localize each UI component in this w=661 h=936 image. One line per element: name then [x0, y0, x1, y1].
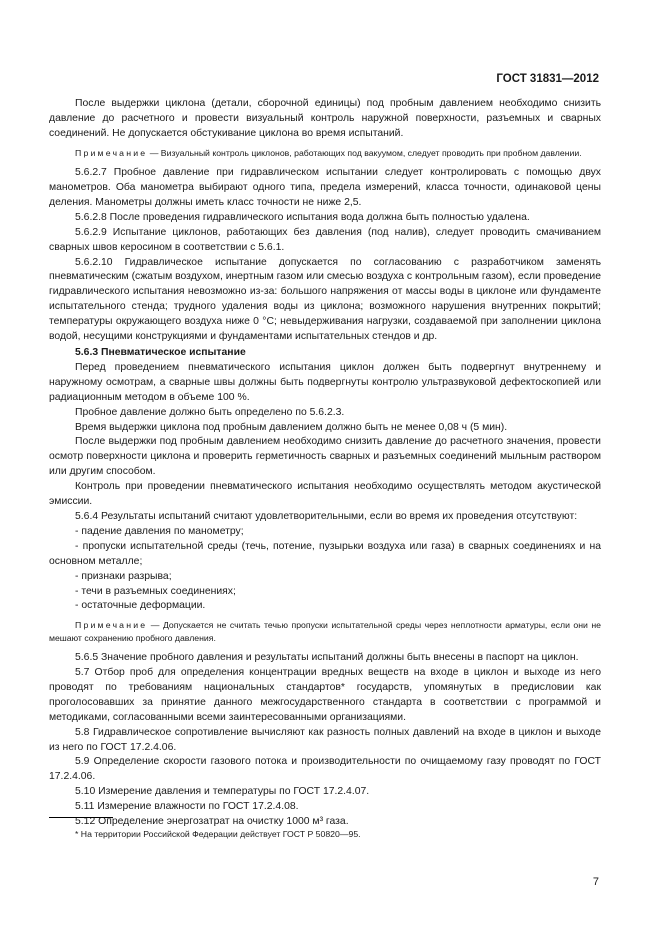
body-paragraph: После выдержки циклона (детали, сборочной единицы) под пробным давлением необходимо снизить давление до расчетного и провести визуальный контроль наружной поверхности, разъемных и сварных соединений. Не допускается обстукивание циклона во время испытаний.: [49, 98, 601, 139]
body-paragraph: 5.6.5 Значение пробного давления и результаты испытаний должны быть внесены в паспорт на циклон.: [75, 652, 579, 664]
note-text: — Допускается не считать течью пропуски испытательной среды через неплотности арматуры, если они не мешают сохранению пробного давления.: [49, 620, 601, 643]
document-body: [49, 97, 601, 830]
list-item: - течи в разъемных соединениях;: [75, 585, 236, 597]
body-paragraph: После выдержки под пробным давлением необходимо снизить давление до расчетного значения, провести осмотр поверхности циклона и проверить герметичность сварных и разъемных соединений мыльным раствором или другим способом.: [49, 436, 601, 478]
body-paragraph: 5.9 Определение скорости газового потока и производительности по очищаемому газу проводят по ГОСТ 17.2.4.06.: [49, 756, 601, 783]
footnote: * На территории Российской Федерации действует ГОСТ Р 50820—95.: [75, 829, 361, 839]
body-paragraph: 5.6.2.7 Пробное давление при гидравлическом испытании следует контролировать с помощью двух манометров. Оба манометра выбирают одного типа, предела измерений, класса точности, одинаковой цены деления. Манометры должны иметь класс точности не ниже 2,5.: [49, 167, 601, 208]
list-item: - признаки разрыва;: [75, 570, 172, 582]
body-paragraph: Пробное давление должно быть определено по 5.6.2.3.: [75, 406, 345, 418]
body-paragraph: 5.10 Измерение давления и температуры по ГОСТ 17.2.4.07.: [75, 786, 370, 798]
body-paragraph: 5.6.2.9 Испытание циклонов, работающих без давления (под налив), следует проводить смачиванием сварных швов керосином в соответствии с 5.6.1.: [49, 226, 601, 253]
note-text: — Визуальный контроль циклонов, работающих под вакуумом, следует проводить при пробном давлении.: [147, 147, 582, 158]
list-item: - падение давления по манометру;: [75, 525, 244, 537]
body-paragraph: 5.6.2.8 После проведения гидравлического испытания вода должна быть полностью удалена.: [75, 211, 530, 223]
list-item: - остаточные деформации.: [75, 600, 206, 612]
body-paragraph: 5.8 Гидравлическое сопротивление вычисляют как разность полных давлений на входе в циклон и выходе из него по ГОСТ 17.2.4.06.: [49, 726, 601, 753]
list-item: - пропуски испытательной среды (течь, потение, пузырьки воздуха или газа) в сварных соединениях и на основном металле;: [49, 540, 601, 567]
note-paragraph: [49, 619, 601, 644]
footnote-divider: [49, 817, 113, 818]
body-paragraph: 5.12 Определение энергозатрат на очистку 1000 м³ газа.: [75, 816, 349, 828]
note-label: Примечание: [75, 147, 148, 158]
body-paragraph: 5.7 Отбор проб для определения концентрации вредных веществ на входе в циклон и выходе из него проводят по требованиям национальных стандартов* государств, упомянутых в предисловии как проголосовавших за принятие данного межгосударственного стандарта в соответствии с программой и методиками, согласованными всеми заинтересованными организациями.: [49, 667, 601, 723]
document-header-standard: ГОСТ 31831—2012: [496, 73, 599, 85]
body-paragraph: 5.6.2.10 Гидравлическое испытание допускается по согласованию с разработчиком заменять пневматическим (сжатым воздухом, инертным газом или смесью воздуха с контрольным газом), если проведение гидравлического испытания невозможно из-за: большого напряжения от массы воды в циклоне или фундаменте испытательного стенда; трудного удаления воды из циклона; возможного нарушения внутренних покрытий; температуры окружающего воздуха ниже 0 °C; невыдерживания нагрузки, создаваемой при заполнении циклона водой, несущими конструкциями и фундаментами испытательных стендов и др.: [49, 256, 601, 343]
note-label: Примечание: [75, 620, 148, 631]
section-heading: 5.6.3 Пневматическое испытание: [75, 347, 246, 358]
note-paragraph: [49, 147, 601, 159]
body-paragraph: Перед проведением пневматического испытания циклон должен быть подвергнут внутреннему и наружному осмотрам, а сварные швы должны быть подвергнуты контролю ультразвуковой дефектоскопией или радиационным методом в объеме 100 %.: [49, 361, 601, 403]
page-number: 7: [592, 876, 599, 888]
body-paragraph: Время выдержки циклона под пробным давлением должно быть не менее 0,08 ч (5 мин).: [75, 421, 508, 433]
body-paragraph: Контроль при проведении пневматического испытания необходимо осуществлять методом акустической эмиссии.: [49, 481, 601, 508]
body-paragraph: 5.11 Измерение влажности по ГОСТ 17.2.4.08.: [75, 801, 299, 813]
body-paragraph: 5.6.4 Результаты испытаний считают удовлетворительными, если во время их проведения отсутствуют:: [75, 510, 578, 522]
